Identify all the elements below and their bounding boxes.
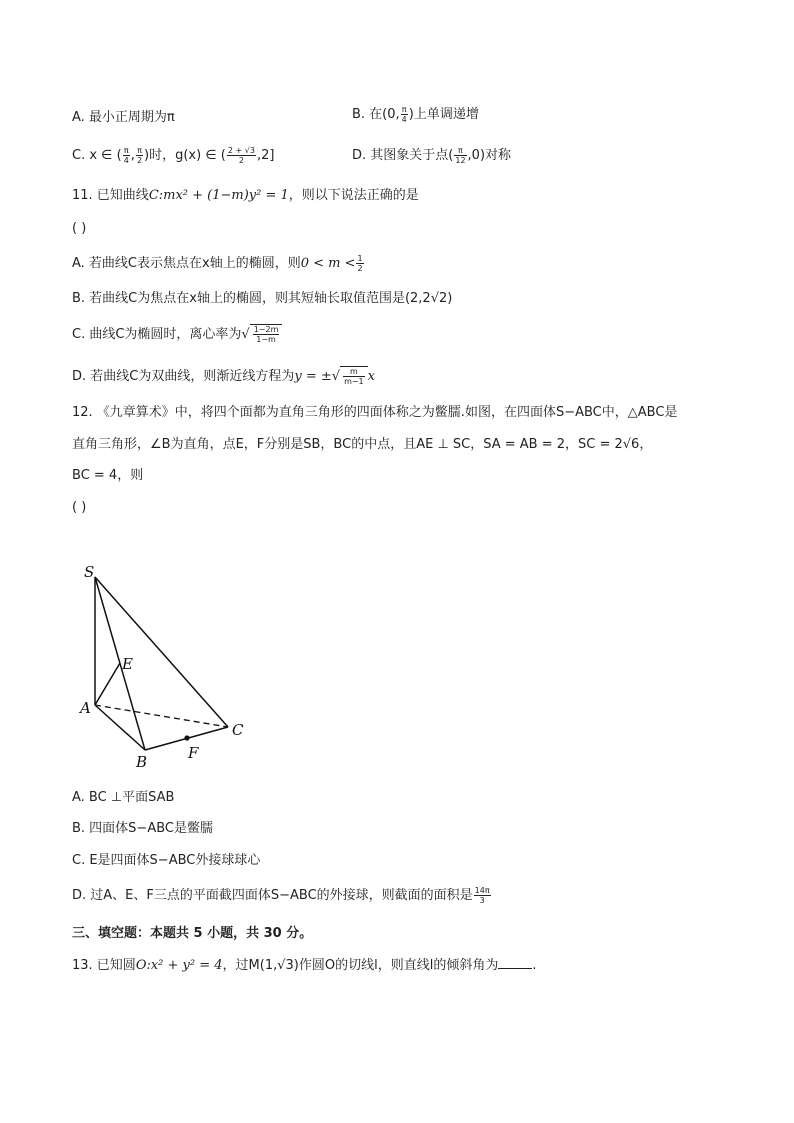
sqrt-sign: √ (331, 369, 341, 384)
frac-num: 14π (474, 886, 490, 895)
q11-d-math: y = ± (294, 369, 332, 384)
q13-mid: ，过M(1,√3)作圆O的切线l，则直线l的倾斜角为 (222, 958, 499, 973)
q11-option-a (72, 254, 365, 273)
q11-a-frac (356, 254, 363, 273)
q12-stem-line1: 12. 《九章算术》中，将四个面都为直角三角形的四面体称之为鳖臑.如图，在四面体S−ABC中，△ABC是 (72, 405, 678, 420)
q11-a-pre: A. 若曲线C表示焦点在x轴上的椭圆，则 (72, 256, 301, 271)
q11-stem-math: C:mx² + (1−m)y² = 1 (148, 188, 289, 203)
frac-den: 4 (123, 156, 129, 165)
q11-c-pre: C. 曲线C为椭圆时，离心率为 (72, 327, 242, 342)
q12-stem-line2: 直角三角形，∠B为直角，点E，F分别是SB，BC的中点，且AE ⊥ SC，SA = AB = 2，SC = 2√6， (72, 437, 653, 452)
q10-c-frac3 (227, 146, 256, 165)
q11-a-math: 0 < m < (300, 256, 356, 271)
label-s: S (84, 563, 95, 581)
q12-d-frac (474, 886, 491, 905)
frac-den: 4 (401, 115, 407, 124)
q11-option-b: B. 若曲线C为焦点在x轴上的椭圆，则其短轴长取值范围是(2,2√2) (72, 291, 453, 306)
label-a: A (80, 699, 91, 717)
frac-num: π (123, 146, 129, 155)
section-heading-fill-in: 三、填空题：本题共 5 小题，共 30 分。 (72, 926, 313, 941)
frac-den: m−1 (344, 377, 364, 386)
frac-den: 2 (238, 156, 244, 165)
tetrahedron-figure (70, 555, 270, 775)
q10-b-post: )上单调递增 (408, 107, 479, 122)
answer-blank[interactable] (498, 956, 532, 969)
q11-stem (72, 187, 419, 205)
q10-d-pre: D. 其图象关于点( (352, 148, 454, 163)
label-c: C (232, 721, 244, 739)
q10-option-a (72, 109, 175, 127)
label-b: B (136, 753, 148, 771)
q13-stem (72, 956, 536, 975)
label-f: F (188, 744, 199, 762)
frac-num: m (343, 367, 365, 377)
q11-d-radicand (340, 366, 368, 386)
q12-option-c: C. E是四面体S−ABC外接球球心 (72, 853, 261, 868)
q11-d-post: x (367, 369, 375, 384)
point-f-dot (184, 735, 189, 740)
q10-c-frac1 (123, 146, 130, 165)
segment-ae (95, 663, 120, 705)
q11-answer-paren: ( ) (72, 221, 87, 236)
q12-option-a: A. BC ⊥平面SAB (72, 790, 175, 805)
frac-den: 12 (455, 156, 466, 165)
q12-option-d (72, 886, 492, 905)
sqrt-sign: √ (241, 327, 250, 342)
q11-d-frac (343, 367, 365, 386)
frac-den: 2 (357, 264, 363, 273)
q11-d-pre: D. 若曲线C为双曲线，则渐近线方程为 (72, 369, 295, 384)
q10-c-mid: )时，g(x) ∈ ( (144, 148, 226, 163)
frac-num: 1 (357, 254, 363, 263)
q10-d-post: ,0)对称 (467, 148, 512, 163)
q11-c-radicand (250, 324, 283, 344)
q13-math: O:x² + y² = 4 (135, 958, 223, 973)
q12-answer-paren: ( ) (72, 500, 87, 515)
frac-den: 3 (479, 896, 485, 905)
q10-option-b (352, 105, 479, 124)
frac-den: 2 (136, 156, 143, 165)
frac-num: π (137, 146, 142, 155)
q10-d-frac (454, 146, 466, 165)
frac-num: π (454, 146, 466, 156)
q12-stem-line3: BC = 4，则 (72, 468, 144, 483)
q10-c-post: ,2] (256, 148, 275, 163)
edge-sc (95, 577, 228, 727)
q11-stem-pre: 11. 已知曲线 (72, 188, 149, 203)
q10-b-frac (401, 105, 408, 124)
q10-c-frac2 (136, 146, 143, 165)
q12-option-b: B. 四面体S−ABC是鳖臑 (72, 821, 213, 836)
q12-d-pre: D. 过A、E、F三点的平面截四面体S−ABC的外接球，则截面的面积是 (72, 888, 473, 903)
label-e: E (122, 655, 133, 673)
q11-option-d (72, 366, 375, 386)
q10-option-d (352, 146, 511, 165)
frac-num: 1−2m (253, 325, 279, 334)
q11-option-c (72, 324, 282, 344)
q10-b-pre: B. 在(0, (352, 107, 400, 122)
frac-num: 2 + √3 (227, 146, 255, 155)
q11-stem-post: ，则以下说法正确的是 (288, 188, 419, 203)
q13-pre: 13. 已知圆 (72, 958, 136, 973)
q11-c-frac (253, 325, 280, 344)
q10-c-pre: C. x ∈ ( (72, 148, 122, 163)
q10-option-a-text: A. 最小正周期为π (72, 110, 175, 125)
frac-den: 1−m (256, 335, 276, 344)
q13-post: . (532, 958, 537, 973)
frac-num: π (401, 105, 407, 114)
q10-option-c: C. x ∈ ( $\frac{\pi}{4}$ , $\frac{\pi}{2}$ )时，g(x) ∈ ( $\frac{2 + √3}{2}$ ,2] (72, 146, 275, 165)
